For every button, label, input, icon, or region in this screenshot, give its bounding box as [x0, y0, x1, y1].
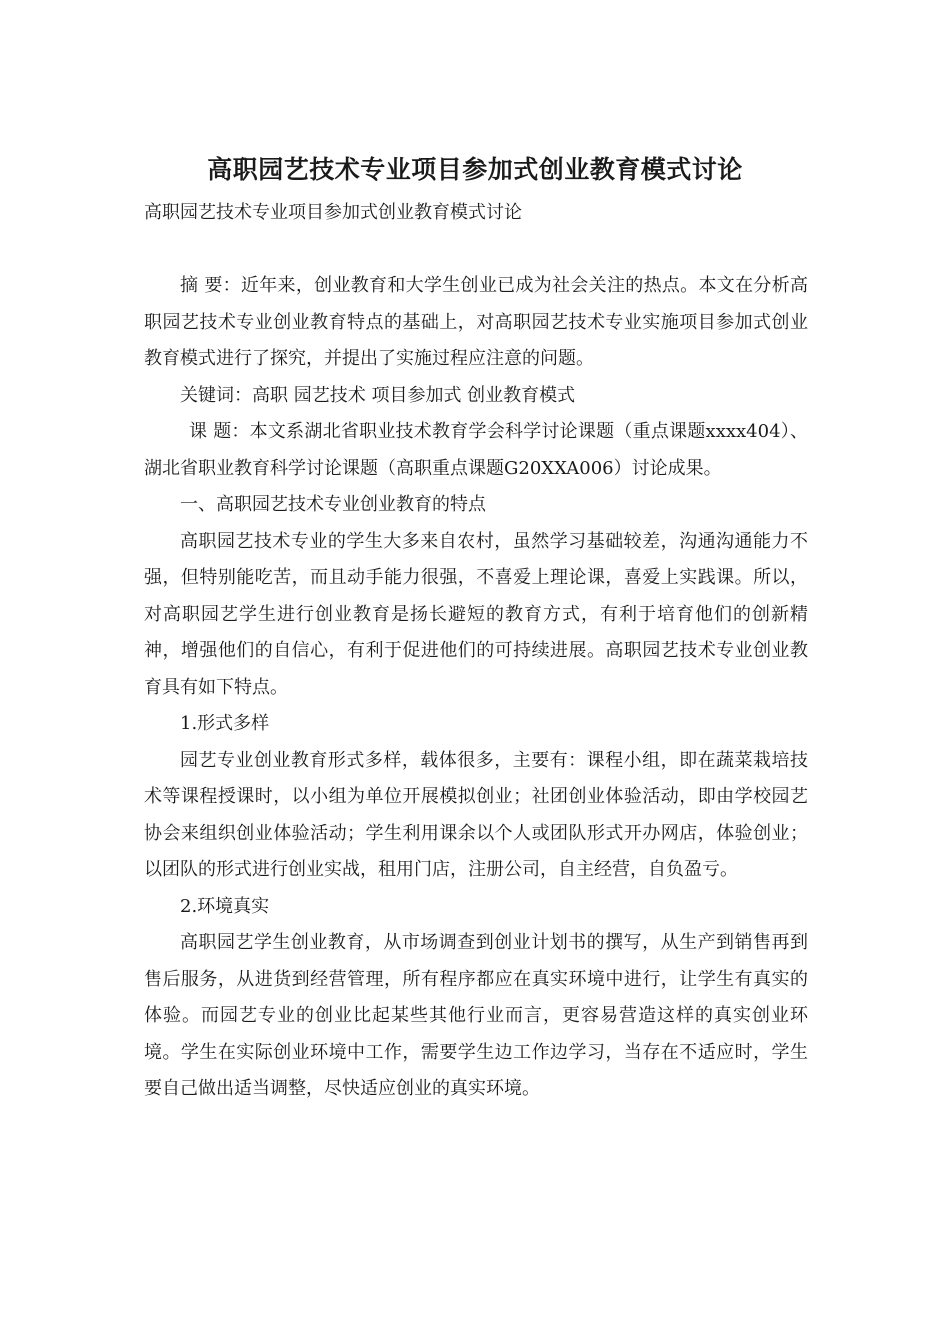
abstract-paragraph: 摘 要：近年来，创业教育和大学生创业已成为社会关注的热点。本文在分析高职园艺技术专业创业教育特点的基础上，对高职园艺技术专业实施项目参加式创业教育模式进行了探究，并提出了实施过程应注意的问题。 [144, 275, 808, 369]
point-body-2: 高职园艺学生创业教育，从市场调查到创业计划书的撰写，从生产到销售再到售后服务，从进货到经营管理，所有程序都应在真实环境中进行，让学生有真实的体验。而园艺专业的创业比起某些其他行业而言，更容易营造这样的真实创业环境。学生在实际创业环境中工作，需要学生边工作边学习，当存在不适应时，学生要自己做出适当调整，尽快适应创业的真实环境。 [144, 932, 808, 1099]
document-body [144, 268, 808, 1108]
point-heading-2: 2.环境真实 [180, 895, 270, 917]
project-paragraph: 课 题：本文系湖北省职业技术教育学会科学讨论课题（重点课题xxxx404）、湖北省职业教育科学讨论课题（高职重点课题G20XXA006）讨论成果。 [144, 421, 808, 479]
section-intro-paragraph: 高职园艺技术专业的学生大多来自农村，虽然学习基础较差，沟通沟通能力不强，但特别能吃苦，而且动手能力很强，不喜爱上理论课，喜爱上实践课。所以，对高职园艺学生进行创业教育是扬长避短的教育方式，有利于培育他们的创新精神，增强他们的自信心，有利于促进他们的可持续进展。高职园艺技术专业创业教育具有如下特点。 [144, 530, 808, 698]
document-subtitle: 高职园艺技术专业项目参加式创业教育模式讨论 [144, 202, 522, 223]
keywords-paragraph: 关键词：高职 园艺技术 项目参加式 创业教育模式 [180, 384, 576, 406]
point-body-1: 园艺专业创业教育形式多样，载体很多，主要有：课程小组，即在蔬菜栽培技术等课程授课时，以小组为单位开展模拟创业；社团创业体验活动，即由学校园艺协会来组织创业体验活动；学生利用课余以个人或团队形式开办网店，体验创业；以团队的形式进行创业实战，租用门店，注册公司，自主经营，自负盈亏。 [144, 749, 808, 880]
point-heading-1: 1.形式多样 [180, 713, 270, 734]
document-title: 高职园艺技术专业项目参加式创业教育模式讨论 [207, 155, 743, 184]
section-heading: 一、高职园艺技术专业创业教育的特点 [180, 494, 486, 515]
